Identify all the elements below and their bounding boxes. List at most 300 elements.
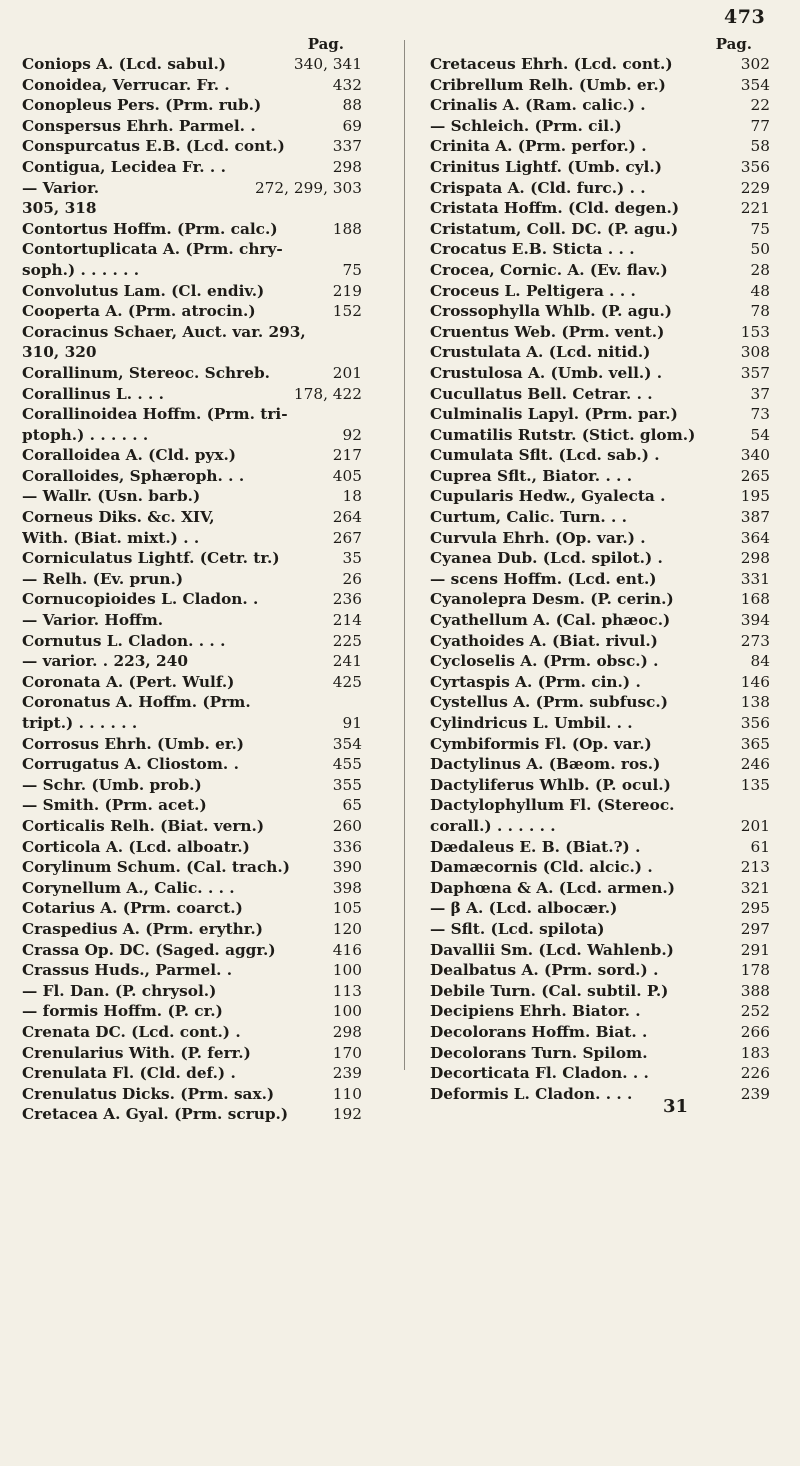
entry-page: 153 xyxy=(740,322,770,341)
index-entry xyxy=(22,610,362,631)
entry-text: Decipiens Ehrh. Biator. . xyxy=(430,1002,641,1021)
index-entry xyxy=(430,1063,770,1084)
entry-text: Decolorans Hoffm. Biat. . xyxy=(430,1022,648,1041)
entry-text: Crocatus E.B. Sticta . . . xyxy=(430,240,635,259)
index-entry xyxy=(430,384,770,405)
index-column-right xyxy=(430,34,770,1104)
entry-text: Cyanolepra Desm. (P. cerin.) xyxy=(430,590,674,609)
entry-page: 26 xyxy=(342,569,362,588)
index-entry xyxy=(22,816,362,837)
index-entry xyxy=(430,919,770,940)
entry-text: Cumulata Sflt. (Lcd. sab.) . xyxy=(430,446,660,465)
entry-text: Cucullatus Bell. Cetrar. . . xyxy=(430,384,653,403)
entry-text: — Schleich. (Prm. cil.) xyxy=(430,116,622,135)
entry-text: tript.) . . . . . . xyxy=(22,714,138,732)
index-entry xyxy=(430,54,770,75)
index-entry xyxy=(430,589,770,610)
entry-page: 266 xyxy=(740,1022,770,1041)
entry-page: 331 xyxy=(740,569,770,588)
index-entry xyxy=(22,837,362,858)
entry-page: 425 xyxy=(332,672,362,691)
entry-page: 340 xyxy=(740,446,770,465)
column-rule xyxy=(404,40,405,1070)
entry-text: Decolorans Turn. Spilom. xyxy=(430,1043,648,1062)
index-entry xyxy=(430,734,770,755)
index-entry xyxy=(430,857,770,878)
entry-text: Contigua, Lecidea Fr. . . xyxy=(22,157,226,176)
index-entry xyxy=(22,795,362,816)
entry-text: 305, 318 xyxy=(22,199,97,218)
index-entry xyxy=(22,775,362,796)
entry-text: Cornucopioides L. Cladon. . xyxy=(22,590,259,609)
entry-page: 297 xyxy=(740,919,770,938)
index-entry xyxy=(22,898,362,919)
entry-text: Cycloselis A. (Prm. obsc.) . xyxy=(430,652,659,671)
index-entry xyxy=(22,569,362,590)
entry-page: 75 xyxy=(750,219,770,238)
index-entry xyxy=(430,651,770,672)
entry-page: 273 xyxy=(740,631,770,650)
entry-text: Conoidea, Verrucar. Fr. . xyxy=(22,75,230,94)
entry-text: With. (Biat. mixt.) . . xyxy=(22,528,200,547)
index-entry xyxy=(430,322,770,343)
index-entry xyxy=(430,981,770,1002)
index-entry xyxy=(430,198,770,219)
entry-page: 416 xyxy=(332,940,362,959)
entry-text: Cyrtaspis A. (Prm. cin.) . xyxy=(430,672,641,691)
index-entry xyxy=(430,692,770,713)
entry-page: 239 xyxy=(740,1084,770,1103)
index-entry xyxy=(430,445,770,466)
entry-text: — formis Hoffm. (P. cr.) xyxy=(22,1002,223,1021)
index-entry xyxy=(430,178,770,199)
entry-page: 195 xyxy=(740,487,770,506)
entry-text: Crinita A. (Prm. perfor.) . xyxy=(430,137,647,156)
entry-page: 229 xyxy=(740,178,770,197)
entry-text: Corynellum A., Calic. . . . xyxy=(22,878,235,897)
entry-text: Conspurcatus E.B. (Lcd. cont.) xyxy=(22,137,285,156)
entry-page: 213 xyxy=(740,858,770,877)
entry-text: ptoph.) . . . . . . xyxy=(22,425,149,444)
entry-page: 225 xyxy=(332,631,362,650)
entry-text: Corticalis Relh. (Biat. vern.) xyxy=(22,816,265,835)
index-entry xyxy=(22,589,362,610)
entry-page: 192 xyxy=(332,1105,362,1124)
entry-page: 214 xyxy=(332,611,362,630)
entry-text: Cristatum, Coll. DC. (P. agu.) xyxy=(430,219,679,238)
index-entry xyxy=(22,404,362,425)
index-entry xyxy=(430,219,770,240)
entry-text: — varior. . 223, 240 xyxy=(22,652,188,671)
entry-text: Crustulata A. (Lcd. nitid.) xyxy=(430,343,651,362)
entry-page: 170 xyxy=(332,1043,362,1062)
entry-page: 75 xyxy=(342,260,362,279)
entry-text: Convolutus Lam. (Cl. endiv.) xyxy=(22,281,265,300)
entry-text: Croceus L. Peltigera . . . xyxy=(430,281,636,300)
index-entry xyxy=(22,486,362,507)
index-entry xyxy=(430,837,770,858)
entry-text: Coralloides, Sphæroph. . . xyxy=(22,466,245,485)
entry-text: Culminalis Lapyl. (Prm. par.) xyxy=(430,405,678,424)
entry-text: Crassus Huds., Parmel. . xyxy=(22,961,233,980)
entry-page: 455 xyxy=(332,755,362,774)
entry-text: Cyathoides A. (Biat. rivul.) xyxy=(430,631,658,650)
entry-text: Cretaceus Ehrh. (Lcd. cont.) xyxy=(430,55,673,73)
index-entry xyxy=(430,528,770,549)
entry-page: 260 xyxy=(332,816,362,835)
entry-page: 50 xyxy=(750,240,770,259)
entry-page: 100 xyxy=(332,1002,362,1021)
entry-text: Contortuplicata A. (Prm. chry- xyxy=(22,240,283,259)
entry-page: 18 xyxy=(342,487,362,506)
entry-list xyxy=(430,54,770,1104)
entry-page: 337 xyxy=(332,137,362,156)
entry-text: Cyathellum A. (Cal. phæoc.) xyxy=(430,611,671,630)
index-entry xyxy=(22,1104,362,1125)
index-entry xyxy=(430,281,770,302)
entry-text: Crinitus Lightf. (Umb. cyl.) xyxy=(430,157,662,176)
entry-text: Daphœna & A. (Lcd. armen.) xyxy=(430,878,675,897)
entry-page: 236 xyxy=(332,590,362,609)
index-entry xyxy=(430,1001,770,1022)
entry-text: — Fl. Dan. (P. chrysol.) xyxy=(22,981,217,1000)
entry-page: 219 xyxy=(332,281,362,300)
entry-text: Crustulosa A. (Umb. vell.) . xyxy=(430,363,663,382)
entry-text: Crenularius With. (P. ferr.) xyxy=(22,1043,251,1062)
index-entry xyxy=(430,404,770,425)
entry-page: 178 xyxy=(740,961,770,980)
entry-page: 355 xyxy=(332,775,362,794)
index-entry xyxy=(22,384,362,405)
index-entry xyxy=(22,363,362,384)
index-entry xyxy=(430,713,770,734)
entry-text: Cotarius A. (Prm. coarct.) xyxy=(22,899,243,918)
entry-text: Cretacea A. Gyal. (Prm. scrup.) xyxy=(22,1105,289,1124)
index-entry xyxy=(430,1043,770,1064)
entry-page: 28 xyxy=(750,260,770,279)
entry-page: 183 xyxy=(740,1043,770,1062)
entry-text: Deformis L. Cladon. . . . xyxy=(430,1084,633,1103)
entry-page: 152 xyxy=(332,302,362,321)
index-entry xyxy=(430,301,770,322)
entry-page: 265 xyxy=(740,466,770,485)
entry-page: 340, 341 xyxy=(293,55,362,73)
entry-text: Dædaleus E. B. (Biat.?) . xyxy=(430,837,641,856)
entry-text: Cristata Hoffm. (Cld. degen.) xyxy=(430,199,680,218)
entry-text: Corticola A. (Lcd. alboatr.) xyxy=(22,837,250,856)
entry-text: Cooperta A. (Prm. atrocin.) xyxy=(22,302,256,321)
entry-text: Contortus Hoffm. (Prm. calc.) xyxy=(22,219,278,238)
index-entry xyxy=(430,116,770,137)
index-entry xyxy=(22,322,362,343)
index-entry xyxy=(22,157,362,178)
index-entry xyxy=(22,734,362,755)
entry-text: — Relh. (Ev. prun.) xyxy=(22,569,184,588)
index-entry xyxy=(430,260,770,281)
entry-text: Crenulata Fl. (Cld. def.) . xyxy=(22,1064,236,1083)
entry-text: Coralloidea A. (Cld. pyx.) xyxy=(22,446,237,465)
entry-page: 88 xyxy=(342,96,362,115)
index-entry xyxy=(430,569,770,590)
index-column-left xyxy=(22,34,362,1125)
index-entry xyxy=(22,1001,362,1022)
entry-text: Coronatus A. Hoffm. (Prm. xyxy=(22,693,251,712)
index-entry xyxy=(22,445,362,466)
entry-page: 54 xyxy=(750,425,770,444)
entry-page: 48 xyxy=(750,281,770,300)
index-entry xyxy=(430,754,770,775)
entry-text: — Varior. Hoffm. xyxy=(22,611,164,630)
entry-text: Cornutus L. Cladon. . . . xyxy=(22,631,226,650)
entry-page: 217 xyxy=(332,446,362,465)
entry-text: Dactylophyllum Fl. (Stereoc. xyxy=(430,796,675,815)
index-entry xyxy=(430,878,770,899)
entry-text: Crocea, Cornic. A. (Ev. flav.) xyxy=(430,260,668,279)
entry-page: 356 xyxy=(740,714,770,732)
entry-text: Dealbatus A. (Prm. sord.) . xyxy=(430,961,659,980)
entry-page: 387 xyxy=(740,508,770,527)
entry-text: Corniculatus Lightf. (Cetr. tr.) xyxy=(22,549,280,568)
index-entry xyxy=(22,342,362,363)
entry-page: 178, 422 xyxy=(293,384,362,403)
index-entry xyxy=(430,816,770,837)
index-entry xyxy=(22,631,362,652)
index-entry xyxy=(22,672,362,693)
entry-text: — Smith. (Prm. acet.) xyxy=(22,796,207,815)
entry-text: Decorticata Fl. Cladon. . . xyxy=(430,1064,649,1083)
entry-text: — Schr. (Umb. prob.) xyxy=(22,775,202,794)
index-entry xyxy=(430,486,770,507)
entry-page: 138 xyxy=(740,693,770,712)
index-entry xyxy=(430,95,770,116)
index-entry xyxy=(22,548,362,569)
index-entry xyxy=(22,260,362,281)
entry-text: Cribrellum Relh. (Umb. er.) xyxy=(430,75,666,94)
index-entry xyxy=(22,198,362,219)
entry-page: 246 xyxy=(740,755,770,774)
entry-text: Damæcornis (Cld. alcic.) . xyxy=(430,858,653,877)
entry-page: 65 xyxy=(342,796,362,815)
entry-page: 272, 299, 303 xyxy=(254,178,362,197)
entry-page: 77 xyxy=(750,116,770,135)
index-entry xyxy=(430,1084,770,1105)
index-entry xyxy=(430,672,770,693)
entry-page: 100 xyxy=(332,961,362,980)
index-entry xyxy=(430,775,770,796)
entry-text: 310, 320 xyxy=(22,343,97,362)
index-entry xyxy=(430,960,770,981)
index-entry xyxy=(22,466,362,487)
entry-page: 302 xyxy=(740,55,770,73)
entry-page: 120 xyxy=(332,919,362,938)
entry-page: 252 xyxy=(740,1002,770,1021)
index-entry xyxy=(430,631,770,652)
index-entry xyxy=(430,363,770,384)
entry-text: Crispata A. (Cld. furc.) . . xyxy=(430,178,646,197)
entry-text: Cupularis Hedw., Gyalecta . xyxy=(430,487,666,506)
entry-text: Coniops A. (Lcd. sabul.) xyxy=(22,55,227,73)
index-entry xyxy=(22,1063,362,1084)
entry-text: Corneus Diks. &c. XIV, xyxy=(22,508,215,527)
entry-text: Conopleus Pers. (Prm. rub.) xyxy=(22,96,262,115)
entry-text: Coracinus Schaer, Auct. var. 293, xyxy=(22,322,306,341)
index-entry xyxy=(430,239,770,260)
entry-text: Crenata DC. (Lcd. cont.) . xyxy=(22,1022,241,1041)
entry-text: Cruentus Web. (Prm. vent.) xyxy=(430,322,665,341)
entry-page: 388 xyxy=(740,981,770,1000)
index-entry xyxy=(430,136,770,157)
entry-page: 201 xyxy=(332,363,362,382)
index-entry xyxy=(430,507,770,528)
entry-text: Corallinoidea Hoffm. (Prm. tri- xyxy=(22,405,288,424)
entry-page: 78 xyxy=(750,302,770,321)
entry-text: Cuprea Sflt., Biator. . . . xyxy=(430,466,633,485)
index-entry xyxy=(22,75,362,96)
index-entry xyxy=(430,1022,770,1043)
entry-page: 37 xyxy=(750,384,770,403)
entry-page: 264 xyxy=(332,508,362,527)
index-entry xyxy=(22,981,362,1002)
entry-text: Dactyliferus Whlb. (P. ocul.) xyxy=(430,775,671,794)
index-entry xyxy=(22,136,362,157)
entry-text: Crassa Op. DC. (Saged. aggr.) xyxy=(22,940,276,959)
entry-page: 61 xyxy=(750,837,770,856)
entry-text: — Varior. xyxy=(22,178,100,197)
entry-text: Cylindricus L. Umbil. . . xyxy=(430,714,633,732)
entry-text: Curvula Ehrh. (Op. var.) . xyxy=(430,528,646,547)
index-entry xyxy=(430,342,770,363)
index-entry xyxy=(22,960,362,981)
entry-text: Corrugatus A. Cliostom. . xyxy=(22,755,239,774)
entry-text: Curtum, Calic. Turn. . . xyxy=(430,508,627,527)
index-entry xyxy=(22,919,362,940)
entry-text: Davallii Sm. (Lcd. Wahlenb.) xyxy=(430,940,674,959)
index-entry xyxy=(22,1022,362,1043)
entry-page: 241 xyxy=(332,652,362,671)
index-entry xyxy=(22,116,362,137)
index-entry xyxy=(22,878,362,899)
entry-page: 84 xyxy=(750,652,770,671)
index-entry xyxy=(430,548,770,569)
entry-page: 113 xyxy=(332,981,362,1000)
entry-list xyxy=(22,54,362,1125)
entry-page: 168 xyxy=(740,590,770,609)
entry-text: Cystellus A. (Prm. subfusc.) xyxy=(430,693,668,712)
entry-text: Dactylinus A. (Bæom. ros.) xyxy=(430,755,661,774)
entry-text: Corallinus L. . . . xyxy=(22,384,164,403)
entry-text: Corylinum Schum. (Cal. trach.) xyxy=(22,858,290,877)
entry-text: — β A. (Lcd. albocær.) xyxy=(430,899,618,918)
index-entry xyxy=(430,425,770,446)
index-entry xyxy=(22,239,362,260)
entry-page: 22 xyxy=(750,96,770,115)
entry-text: Crossophylla Whlb. (P. agu.) xyxy=(430,302,673,321)
entry-page: 308 xyxy=(740,343,770,362)
entry-page: 69 xyxy=(342,116,362,135)
index-entry xyxy=(22,651,362,672)
index-entry xyxy=(22,178,362,199)
entry-text: corall.) . . . . . . xyxy=(430,816,556,835)
entry-page: 239 xyxy=(332,1064,362,1083)
index-entry xyxy=(22,692,362,713)
entry-text: Cumatilis Rutstr. (Stict. glom.) xyxy=(430,425,696,444)
entry-page: 390 xyxy=(332,858,362,877)
entry-page: 364 xyxy=(740,528,770,547)
index-entry xyxy=(22,1043,362,1064)
entry-page: 91 xyxy=(342,714,362,732)
entry-text: Debile Turn. (Cal. subtil. P.) xyxy=(430,981,669,1000)
entry-page: 146 xyxy=(740,672,770,691)
index-entry xyxy=(430,157,770,178)
index-entry xyxy=(22,219,362,240)
entry-text: Crenulatus Dicks. (Prm. sax.) xyxy=(22,1084,275,1103)
entry-text: — Sflt. (Lcd. spilota) xyxy=(430,919,605,938)
entry-page: 295 xyxy=(740,899,770,918)
index-entry xyxy=(430,898,770,919)
entry-page: 92 xyxy=(342,425,362,444)
page-number: 473 xyxy=(724,6,766,28)
entry-text: Conspersus Ehrh. Parmel. . xyxy=(22,116,256,135)
index-entry xyxy=(430,795,770,816)
entry-page: 105 xyxy=(332,899,362,918)
entry-page: 188 xyxy=(332,219,362,238)
entry-page: 267 xyxy=(332,528,362,547)
entry-page: 432 xyxy=(332,75,362,94)
entry-page: 365 xyxy=(740,734,770,753)
entry-page: 356 xyxy=(740,157,770,176)
entry-page: 321 xyxy=(740,878,770,897)
index-entry xyxy=(22,301,362,322)
entry-text: — scens Hoffm. (Lcd. ent.) xyxy=(430,569,657,588)
index-entry xyxy=(430,610,770,631)
index-entry xyxy=(22,95,362,116)
entry-text: Cyanea Dub. (Lcd. spilot.) . xyxy=(430,549,663,568)
entry-text: Coronata A. (Pert. Wulf.) xyxy=(22,672,235,691)
entry-text: soph.) . . . . . . xyxy=(22,260,140,279)
entry-page: 298 xyxy=(332,157,362,176)
entry-page: 394 xyxy=(740,611,770,630)
entry-page: 58 xyxy=(750,137,770,156)
entry-text: Corrosus Ehrh. (Umb. er.) xyxy=(22,734,245,753)
entry-text: Cymbiformis Fl. (Op. var.) xyxy=(430,734,652,753)
entry-page: 73 xyxy=(750,405,770,424)
index-entry xyxy=(22,857,362,878)
index-entry xyxy=(430,940,770,961)
signature-mark: 31 xyxy=(663,1096,689,1117)
column-header: Pag. xyxy=(307,35,344,53)
index-entry xyxy=(22,507,362,528)
index-entry xyxy=(430,466,770,487)
entry-page: 357 xyxy=(740,363,770,382)
column-header: Pag. xyxy=(715,35,752,53)
entry-page: 405 xyxy=(332,466,362,485)
index-entry xyxy=(22,754,362,775)
index-entry xyxy=(22,1084,362,1105)
entry-page: 298 xyxy=(740,549,770,568)
entry-page: 298 xyxy=(332,1022,362,1041)
entry-page: 291 xyxy=(740,940,770,959)
entry-page: 226 xyxy=(740,1064,770,1083)
entry-text: — Wallr. (Usn. barb.) xyxy=(22,487,201,506)
index-entry xyxy=(430,75,770,96)
entry-page: 354 xyxy=(332,734,362,753)
index-entry xyxy=(22,528,362,549)
entry-page: 201 xyxy=(740,816,770,835)
entry-page: 221 xyxy=(740,199,770,218)
index-entry xyxy=(22,54,362,75)
index-entry xyxy=(22,940,362,961)
entry-text: Crinalis A. (Ram. calic.) . xyxy=(430,96,646,115)
